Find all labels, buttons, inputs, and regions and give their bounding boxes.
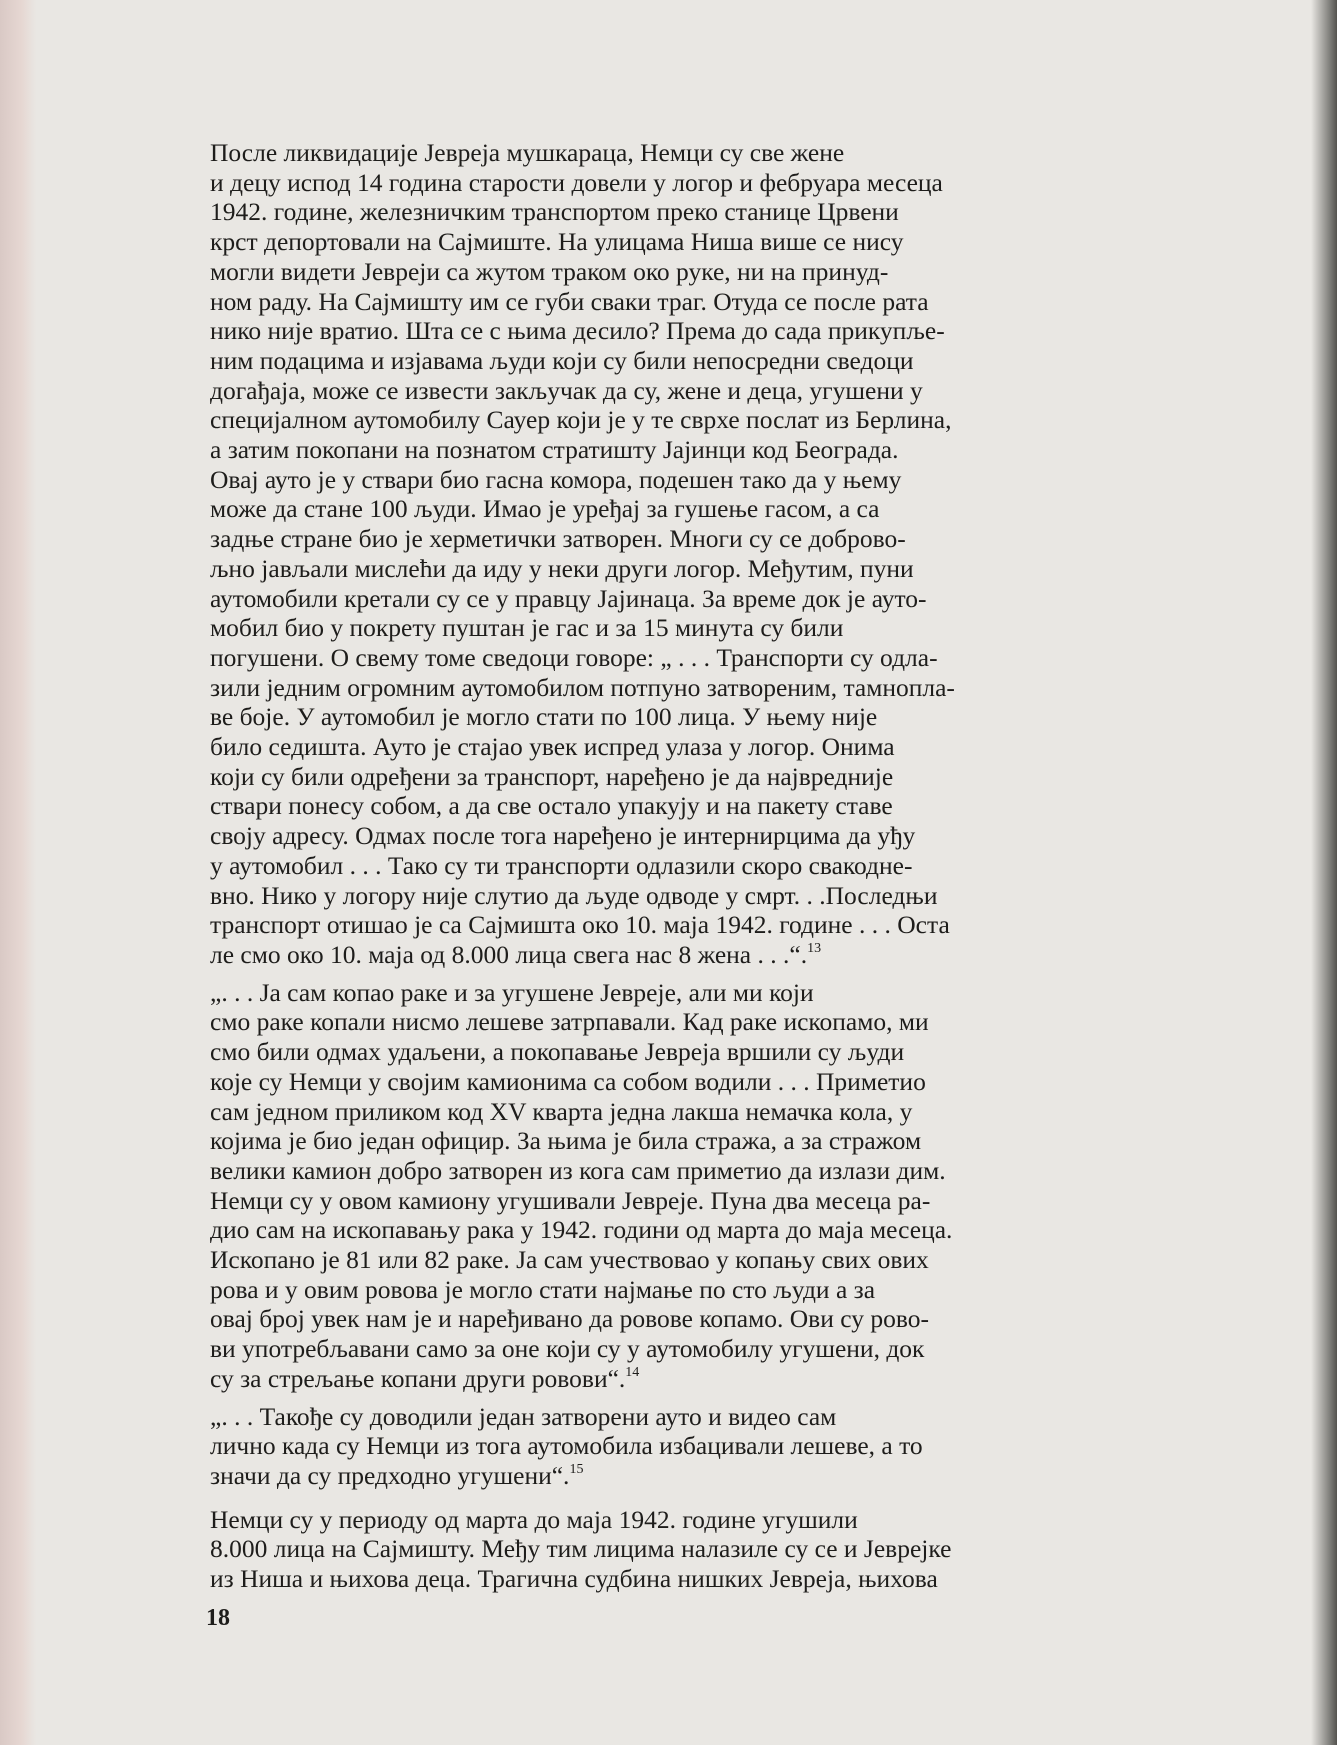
footnote-marker: 15 [569, 1461, 584, 1477]
paragraph-2 [210, 978, 1205, 1394]
paragraph-text: „. . . Ја сам копао раке и за угушене Јевреје, али ми који смо раке копали нисмо лешеве затрпавали. Кад раке ископамо, ми смо били одмах удаљени, а покопавање Јевреја вршили су људи које су Немци у својим камионима са собом водили . . . Приметио сам једном приликом код XV кварта једна лакша немачка кола, у којима је био један официр. За њима је била стража, а за стражом велики камион добро затворен из кога сам приметио да излази дим. Немци су у овом камиону угушивали Јевреје. Пуна два месеца ра- дио сам на ископавању рака у 1942. години од марта до маја месеца. Ископано је 81 или 82 раке. Ја сам учествовао у копању свих ових рова и у овим ровова је могло стати најмање по сто људи а за овај број увек нам је и наређивано да ровове копамо. Ови су рово- ви употребљавани само за оне који су у аутомобилу угушени, док су за стрељање копани други ровови“. [210, 977, 953, 1393]
page-left-edge [0, 0, 36, 1745]
footnote-marker: 13 [807, 940, 822, 956]
paragraph-text: После ликвидације Јевреја мушкараца, Немци су све жене и децу испод 14 година старости довели у логор и фебруара месеца 1942. године, железничким транспортом преко станице Црвени крст депортовали на Сајмиште. На улицама Ниша више се нису могли видети Јевреји са жутом траком око руке, ни на принуд- ном раду. На Сајмишту им се губи сваки траг. Отуда се после рата нико није вратио. Шта се с њима десило? Према до сада прикупље- ним подацима и изјавама људи који су били непосредни сведоци догађаја, може се извести закључак да су, жене и деца, угушени у специјалном аутомобилу Сауер који је у те сврхе послат из Берлина, а затим покопани на познатом стратишту Јајинци код Београда. Овај ауто је у ствари био гасна комора, подешен тако да у њему може да стане 100 људи. Имао је уређај за гушење гасом, а са задње стране био је херметички затворен. Многи су се доброво- љно јављали мислећи да иду у неки други логор. Међутим, пуни аутомобили кретали су се у правцу Јајинаца. За време док је ауто- мобил био у покрету пуштан је гас и за 15 минута су били погушени. О свему томе сведоци говоре: „ . . . Транспорти су одла- зили једним огромним аутомобилом потпуно затвореним, тамнопла- ве боје. У аутомобил је могло стати по 100 лица. У њему није било седишта. Ауто је стајао увек испред улаза у логор. Онима који су били одређени за транспорт, наређено је да највредније ствари понесу собом, а да све остало упакују и на пакету ставе своју адресу. Одмах после тога наређено је интернирцима да уђу у аутомобил . . . Тако су ти транспорти одлазили скоро свакодне- вно. Нико у логору није слутио да људе одводе у смрт. . .Последњи транспорт отишао је са Сајмишта око 10. маја 1942. године . . . Оста ле смо око 10. маја од 8.000 лица свега нас 8 жена . . .“. [210, 138, 955, 969]
page-number: 18 [206, 1605, 230, 1631]
paragraph-text: Немци су у периоду од марта до маја 1942. године угушили 8.000 лица на Сајмишту. Међу тим лицима налазиле су се и Јеврејке из Ниша и њихова деца. Трагична судбина нишких Јевреја, њихова [210, 1504, 952, 1594]
paragraph-3 [210, 1402, 1205, 1491]
footnote-marker: 14 [625, 1364, 640, 1380]
paragraph-1 [210, 138, 1205, 970]
body-text [210, 138, 1205, 1594]
paragraph-text: „. . . Такође су доводили један затворени ауто и видео сам лично када су Немци из тога аутомобила избацивали лешеве, а то значи да су предходно угушени“. [210, 1401, 923, 1490]
page-right-edge [1311, 0, 1337, 1745]
paragraph-4 [210, 1505, 1205, 1594]
